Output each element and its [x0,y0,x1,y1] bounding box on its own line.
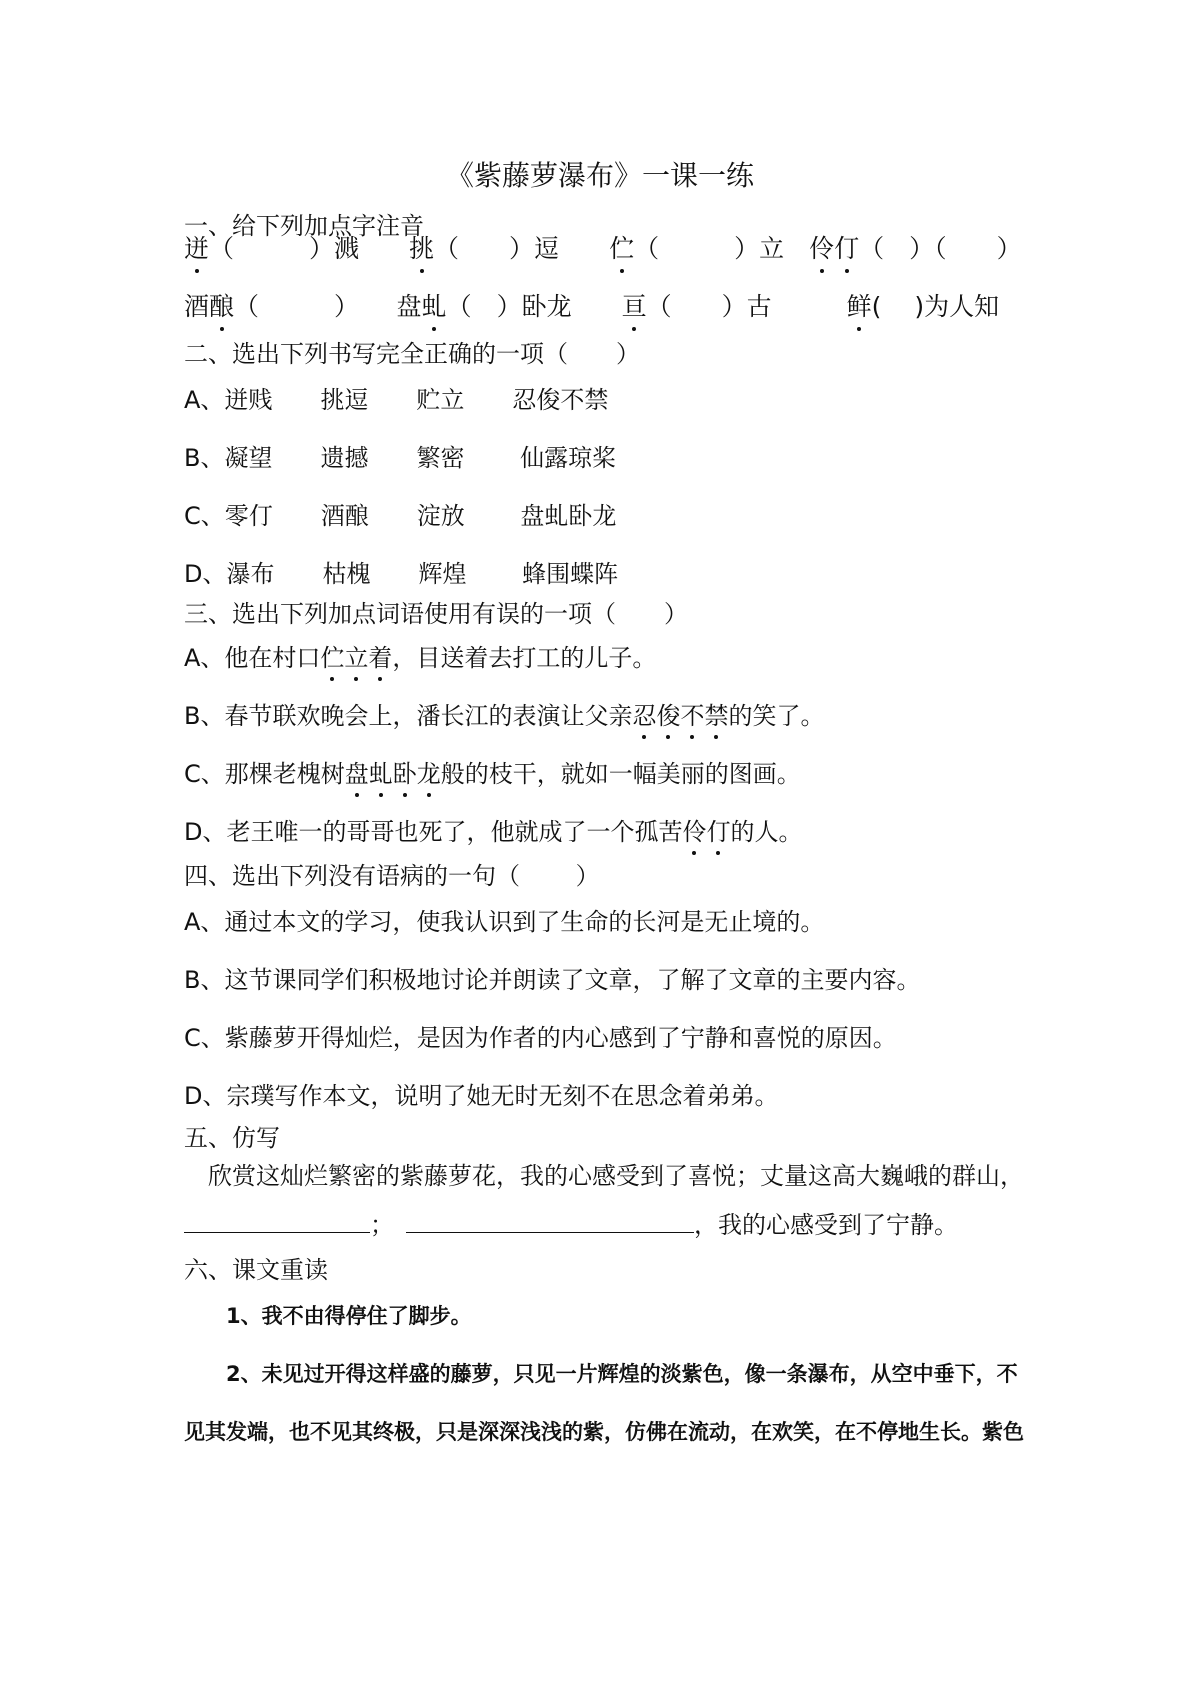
dotted-char: 立 [344,644,369,672]
sentence-text: A、他在村口 [184,644,321,672]
option-a: A、迸贱 挑逗 贮立 忍俊不禁 [184,386,609,414]
answer-blank[interactable] [184,1208,370,1233]
passage-paragraph: 2、未见过开得这样盛的藤萝，只见一片辉煌的淡紫色，像一条瀑布，从空中垂下，不 [226,1362,1018,1386]
option-b: B、这节课同学们积极地讨论并朗读了文章，了解了文章的主要内容。 [184,966,921,994]
imitation-prompt: 欣赏这灿烂繁密的紫藤萝花，我的心感受到了喜悦；丈量这高大巍峨的群山， [208,1162,1024,1190]
pinyin-row-1 [184,232,1022,266]
option-b: B、凝望 遗撼 繁密 仙露琼桨 [184,444,617,472]
dotted-char: 龙 [416,760,441,788]
dotted-char: 伫 [320,644,345,672]
imitation-answer-line [184,1208,958,1241]
option-d: D、宗璞写作本文，说明了她无时无刻不在思念着弟弟。 [184,1082,779,1110]
dotted-char: 伶 [682,818,707,846]
separator: ； [370,1211,394,1239]
sentence-text: 般的枝干，就如一幅美丽的图画。 [440,760,801,788]
option-c [184,758,801,790]
option-d [184,816,802,848]
dotted-char: 着 [368,644,393,672]
imitation-tail: ，我的心感受到了宁静。 [694,1211,958,1239]
row-text: 酒 [184,292,210,321]
section-5-heading: 五、仿写 [184,1124,280,1152]
dotted-char: 酿 [209,290,234,324]
option-b [184,700,824,732]
sentence-text: ，目送着去打工的儿子。 [392,644,657,672]
dotted-char: 不 [680,702,705,730]
dotted-char: 伫 [609,232,634,266]
option-d: D、瀑布 枯槐 辉煌 蜂围蝶阵 [184,560,619,588]
section-3-heading: 三、选出下列加点词语使用有误的一项（ ） [184,600,688,628]
section-6-heading: 六、课文重读 [184,1256,328,1284]
sentence-text: B、春节联欢晚会上，潘长江的表演让父亲 [184,702,633,730]
sentence-text: D、老王唯一的哥哥也死了，他就成了一个孤苦 [184,818,683,846]
page-title: 《紫藤萝瀑布》一课一练 [445,159,754,192]
dotted-char: 禁 [704,702,729,730]
dotted-char: 鲜 [847,290,872,324]
section-1-heading: 一、给下列加点字注音 [184,212,424,240]
section-2-heading: 二、选出下列书写完全正确的一项（ ） [184,340,640,368]
dotted-char: 卧 [392,760,417,788]
dotted-char: 挑 [409,232,434,266]
passage-paragraph: 见其发端，也不见其终极，只是深深浅浅的紫，仿佛在流动，在欢笑，在不停地生长。紫色 [184,1420,1024,1444]
row-text: （ ） 盘 [234,292,422,321]
row-text: （ ）（ ） [859,234,1022,263]
option-a [184,642,656,674]
passage-paragraph: 1、我不由得停住了脚步。 [226,1304,472,1328]
section-4-heading: 四、选出下列没有语病的一句（ ） [184,862,600,890]
dotted-char: 仃 [706,818,731,846]
dotted-char: 虬 [368,760,393,788]
row-text: （ ）古 [646,292,847,321]
dotted-char: 虬 [422,290,447,324]
row-text: （ ）溅 [209,234,410,263]
pinyin-row-2 [184,290,999,324]
dotted-char: 忍 [632,702,657,730]
row-text: （ ）立 [634,234,810,263]
option-c: C、零仃 酒酿 淀放 盘虬卧龙 [184,502,617,530]
dotted-char: 盘 [344,760,369,788]
row-text: （ ）卧龙 [446,292,622,321]
dotted-char: 迸 [184,232,209,266]
dotted-char: 亘 [622,290,647,324]
dotted-char: 仃 [834,232,859,266]
row-text: ( )为人知 [871,292,1000,321]
option-c: C、紫藤萝开得灿烂，是因为作者的内心感到了宁静和喜悦的原因。 [184,1024,897,1052]
answer-blank[interactable] [406,1208,694,1233]
dotted-char: 伶 [809,232,834,266]
option-a: A、通过本文的学习，使我认识到了生命的长河是无止境的。 [184,908,825,936]
dotted-char: 俊 [656,702,681,730]
sentence-text: 的笑了。 [728,702,825,730]
row-text: （ ）逗 [434,234,610,263]
sentence-text: C、那棵老槐树 [184,760,345,788]
sentence-text: 的人。 [730,818,803,846]
